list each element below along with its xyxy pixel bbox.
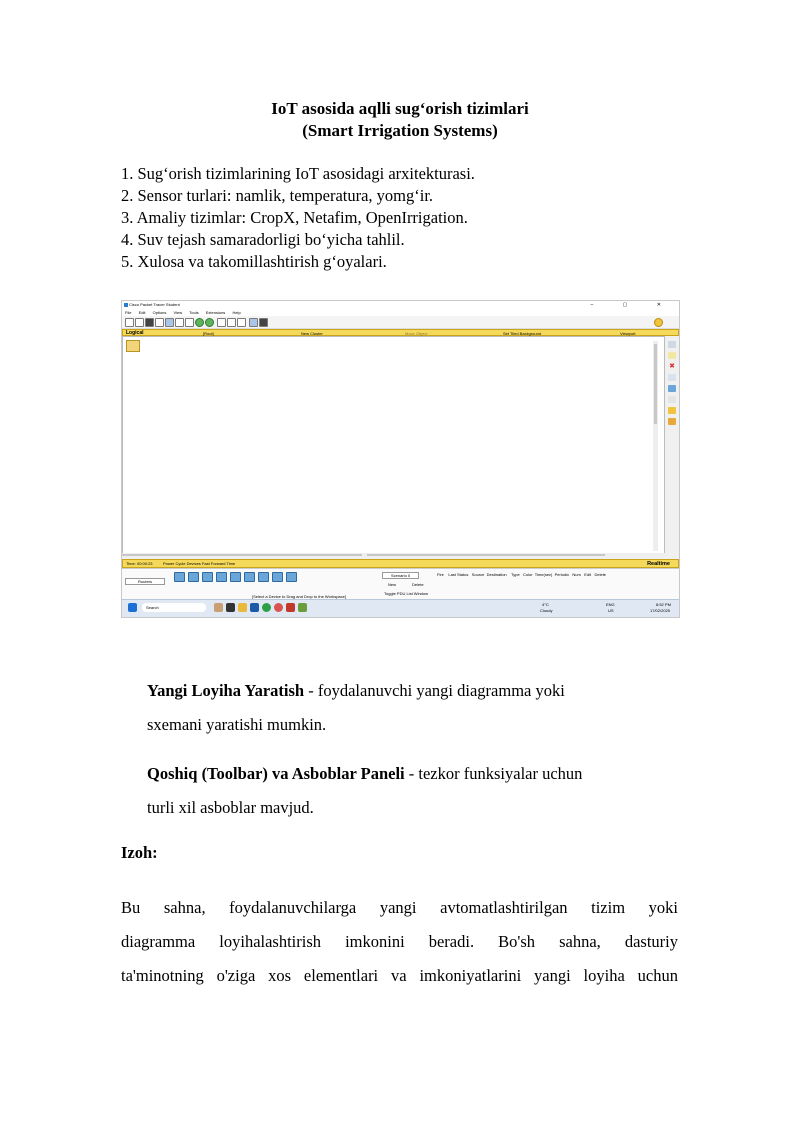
menu-options: Options: [152, 310, 167, 315]
delete-scenario-button: Delete: [412, 582, 424, 587]
horizontal-scrollbar: [122, 553, 665, 557]
router-icon: [286, 572, 297, 582]
router-icon: [244, 572, 255, 582]
menu-file: File: [125, 310, 132, 315]
router-icon: [258, 572, 269, 582]
custom-device-icon: [259, 318, 268, 327]
zoom-in-icon: [217, 318, 226, 327]
menu-tools: Tools: [189, 310, 199, 315]
common-tools-bar: [665, 336, 679, 557]
window-title: Cisco Packet Tracer Student: [129, 302, 180, 307]
add-simple-pdu-icon: [668, 407, 676, 414]
router-icon: [174, 572, 185, 582]
document-subtitle: (Smart Irrigation Systems): [302, 121, 498, 140]
paragraph-new-project: Yangi Loyiha Yaratish - foydalanuvchi yangi diagramma yoki sxemani yaratishi mumkin.: [147, 681, 565, 734]
inspect-icon: [668, 374, 676, 381]
list-item: 3. Amaliy tizimlar: CropX, Netafim, OpenIrrigation.: [121, 208, 468, 227]
undo-icon: [195, 318, 204, 327]
document-title: IoT asosida aqlli sug‘orish tizimlari: [271, 99, 529, 118]
list-item: 1. Sug‘orish tizimlarining IoT asosidagi arxitekturasi.: [121, 164, 475, 183]
realtime-mode: Realtime: [647, 561, 670, 567]
new-cluster-button: New Cluster: [301, 331, 323, 336]
delete-icon: ✖: [669, 363, 675, 370]
activity-wizard-icon: [165, 318, 174, 327]
taskbar-app-icon: [226, 603, 235, 612]
zoom-out-icon: [237, 318, 246, 327]
add-complex-pdu-icon: [668, 418, 676, 425]
paste-icon: [185, 318, 194, 327]
menu-help: Help: [232, 310, 241, 315]
resize-icon: [668, 396, 676, 403]
copy-icon: [175, 318, 184, 327]
packet-tracer-icon: [250, 603, 259, 612]
router-icon: [216, 572, 227, 582]
router-icon: [202, 572, 213, 582]
clock-time: 8:52 PM: [656, 602, 671, 607]
scenario-select: Scenario 0: [382, 572, 419, 579]
word-icon: [286, 603, 295, 612]
device-category-label: Routers: [125, 578, 165, 585]
opera-icon: [274, 603, 283, 612]
root-label: [Root]: [203, 331, 214, 336]
logical-workspace: [122, 336, 665, 557]
region-indicator: US: [608, 608, 614, 613]
status-bar: [122, 559, 679, 568]
workspace-bar: [122, 329, 679, 336]
term-new-project: Yangi Loyiha Yaratish: [147, 681, 305, 700]
note-heading: Izoh:: [121, 843, 158, 862]
folder-icon: [238, 603, 247, 612]
device-panel: [122, 568, 679, 600]
menu-view: View: [173, 310, 183, 315]
info-icon: [654, 318, 663, 327]
set-tiled-background-button: Set Tiled Background: [503, 331, 542, 336]
menu-extensions: Extensions: [205, 310, 226, 315]
redo-icon: [205, 318, 214, 327]
chrome-icon: [262, 603, 271, 612]
palette-icon: [249, 318, 258, 327]
app-logo-icon: [124, 303, 128, 307]
toolbar: [122, 316, 679, 329]
topic-list: [121, 163, 475, 273]
taskbar-app-icon: [214, 603, 223, 612]
menu-bar: [122, 309, 679, 316]
taskbar-app-icon: [298, 603, 307, 612]
cluster-icon: [126, 340, 140, 352]
router-icon: [272, 572, 283, 582]
clock-date: 17/02/2025: [650, 608, 671, 613]
vertical-scrollbar: [653, 341, 658, 551]
windows-start-icon: [128, 603, 137, 612]
window-controls: – ▢ ✕: [590, 302, 675, 308]
router-icon: [188, 572, 199, 582]
zoom-reset-icon: [227, 318, 236, 327]
body-line: diagramma loyihalashtirish imkonini beradi. Bo'sh sahna, dasturiy: [121, 932, 678, 951]
tab-logical: Logical: [126, 330, 144, 336]
router-icon: [230, 572, 241, 582]
note-icon: [668, 352, 676, 359]
menu-edit: Edit: [138, 310, 146, 315]
body-line: ta'minotning o'ziga xos elementlari va imkoniyatlarini yangi loyiha uchun: [121, 966, 678, 985]
viewport-button: Viewport: [620, 331, 636, 336]
list-item: 4. Suv tejash samaradorligi bo‘yicha tahlil.: [121, 230, 405, 249]
paragraph-toolbar: Qoshiq (Toolbar) va Asboblar Paneli - tezkor funksiyalar uchun turli xil asboblar mavjud.: [147, 764, 583, 817]
save-icon: [145, 318, 154, 327]
toggle-pdu-list-button: Toggle PDU List Window: [384, 591, 429, 596]
packet-tracer-screenshot: [121, 300, 680, 618]
lang-indicator: ENG: [606, 602, 615, 607]
power-cycle-controls: Power Cycle Devices Fast Forward Time: [163, 561, 236, 566]
weather-temp: 4°C: [542, 602, 549, 607]
open-file-icon: [135, 318, 144, 327]
pdu-list-header: Fire Last Status Source Destination Type Color Time(sec) Periodic Num Edit Delete: [437, 572, 607, 577]
weather-desc: Cloudy: [540, 608, 553, 613]
move-object-button: Move Object: [405, 331, 428, 336]
window-title-bar: [122, 301, 679, 309]
print-icon: [155, 318, 164, 327]
device-hint: [Select a Device to Drag and Drop to the Workspace]: [252, 594, 346, 599]
taskbar-search: Search: [142, 603, 206, 612]
list-item: 2. Sensor turlari: namlik, temperatura, yomg‘ir.: [121, 186, 434, 205]
body-line: Bu sahna, foydalanuvchilarga yangi avtomatlashtirilgan tizim yoki: [121, 898, 678, 917]
windows-taskbar: [122, 599, 679, 618]
term-toolbar: Qoshiq (Toolbar) va Asboblar Paneli: [147, 764, 405, 783]
new-scenario-button: New: [388, 582, 397, 587]
new-file-icon: [125, 318, 134, 327]
draw-shape-icon: [668, 385, 676, 392]
time-readout: Time: 00:00:23: [126, 561, 153, 566]
list-item: 5. Xulosa va takomillashtirish g‘oyalari.: [121, 252, 387, 271]
note-body: [121, 891, 678, 993]
select-icon: [668, 341, 676, 348]
